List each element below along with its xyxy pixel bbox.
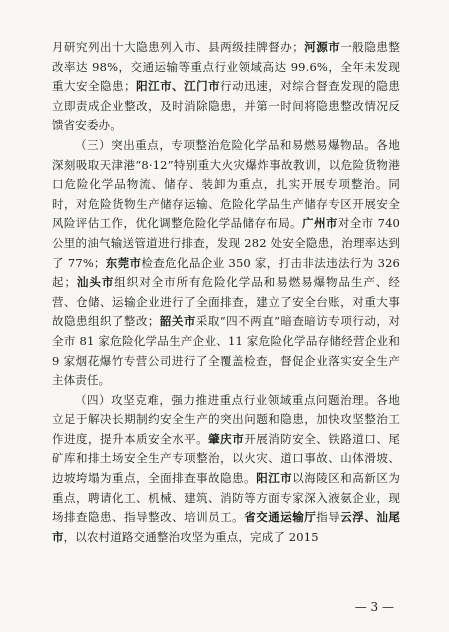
text-segment: （四）攻坚克难，强力推进重点行业领域重点问题治理。 (75, 392, 377, 407)
text-segment: 各地深刻吸取天津港“8·12”特别重大火灾爆炸事故教训，以危险货物港口危险化学品物流、储存、装卸为重点，扎实开展专项整治。同时，对危险货物生产储存运输、危险化学品生产储存专区开展安全风险评估工作，优化调整危险化学品储存布局。 (52, 137, 400, 231)
bold-text-segment: 广州市 (302, 216, 338, 231)
text-segment: 开展消防安全、铁路道口、尾矿库和排土场安全生产专项整治，以火灾、道口事故、山体滑坡、边坡垮塌为重点，全面排查事故隐患。 (52, 431, 401, 486)
bold-text-segment: 肇庆市 (208, 431, 245, 446)
text-segment: 采取“四不两直”暗查暗访专项行动，对全市 81 家危险化学品生产企业、11 家危险化学品存储经营企业和 9 家烟花爆竹专营公司进行了全覆盖检查，督促企业落实安全生产主体责任。 (52, 314, 400, 388)
bold-text-segment: 韶关市 (159, 314, 196, 329)
text-segment: 对全市 740 公里的油气输送管道进行排查，发现 282 处安全隐患，治理率达到了 77%； (52, 216, 401, 270)
paragraph (52, 136, 400, 391)
body-text (52, 38, 400, 547)
text-segment: 行动迅速，对综合督查发现的隐患立即责成企业整改，及时消除隐患，并第一时间将隐患整改情况反馈省安委办。 (52, 79, 400, 133)
bold-text-segment: 阳江市 (256, 471, 293, 486)
bold-text-segment: 阳江市、江门市 (135, 79, 221, 94)
text-segment: 指导 (316, 510, 341, 525)
paragraph (52, 391, 400, 548)
text-segment: （三）突出重点，专项整治危险化学品和易燃易爆物品。 (75, 137, 377, 152)
text-segment: 各地立足于解决长期制约安全生产的突出问题和隐患，加快攻坚整治工作进度，提升本质安全水平。 (52, 392, 400, 446)
bold-text-segment: 东莞市 (105, 255, 142, 270)
bold-text-segment: 云浮、汕尾市 (52, 510, 400, 544)
text-segment: 以海陵区和高新区为重点，聘请化工、机械、建筑、消防等方面专家深入液氨企业，现场排查隐患、指导整改、培训员工。 (52, 471, 400, 525)
text-segment: 月研究列出十大隐患列入市、县两级挂牌督办； (52, 40, 304, 54)
text-segment: 检查危化品企业 350 家，打击非法违法行为 326 起； (52, 255, 401, 290)
page-number: — 3 — (354, 600, 394, 614)
text-segment: 组织对全市所有危险化学品和易燃易爆物品生产、经营、仓储、运输企业进行了全面排查，建立了安全台账，对重大事故隐患组织了整改； (52, 275, 400, 329)
paragraph (52, 38, 400, 136)
text-segment: ，以农村道路交通整治攻坚为重点，完成了 2015 (63, 529, 319, 544)
bold-text-segment: 省交通运输厅 (244, 510, 317, 525)
bold-text-segment: 汕头市 (76, 275, 115, 290)
text-segment: 一般隐患整改率达 98%，交通运输等重点行业领域高达 99.6%，全年未发现重大安全隐患； (52, 40, 400, 94)
bold-text-segment: 河源市 (303, 40, 341, 54)
